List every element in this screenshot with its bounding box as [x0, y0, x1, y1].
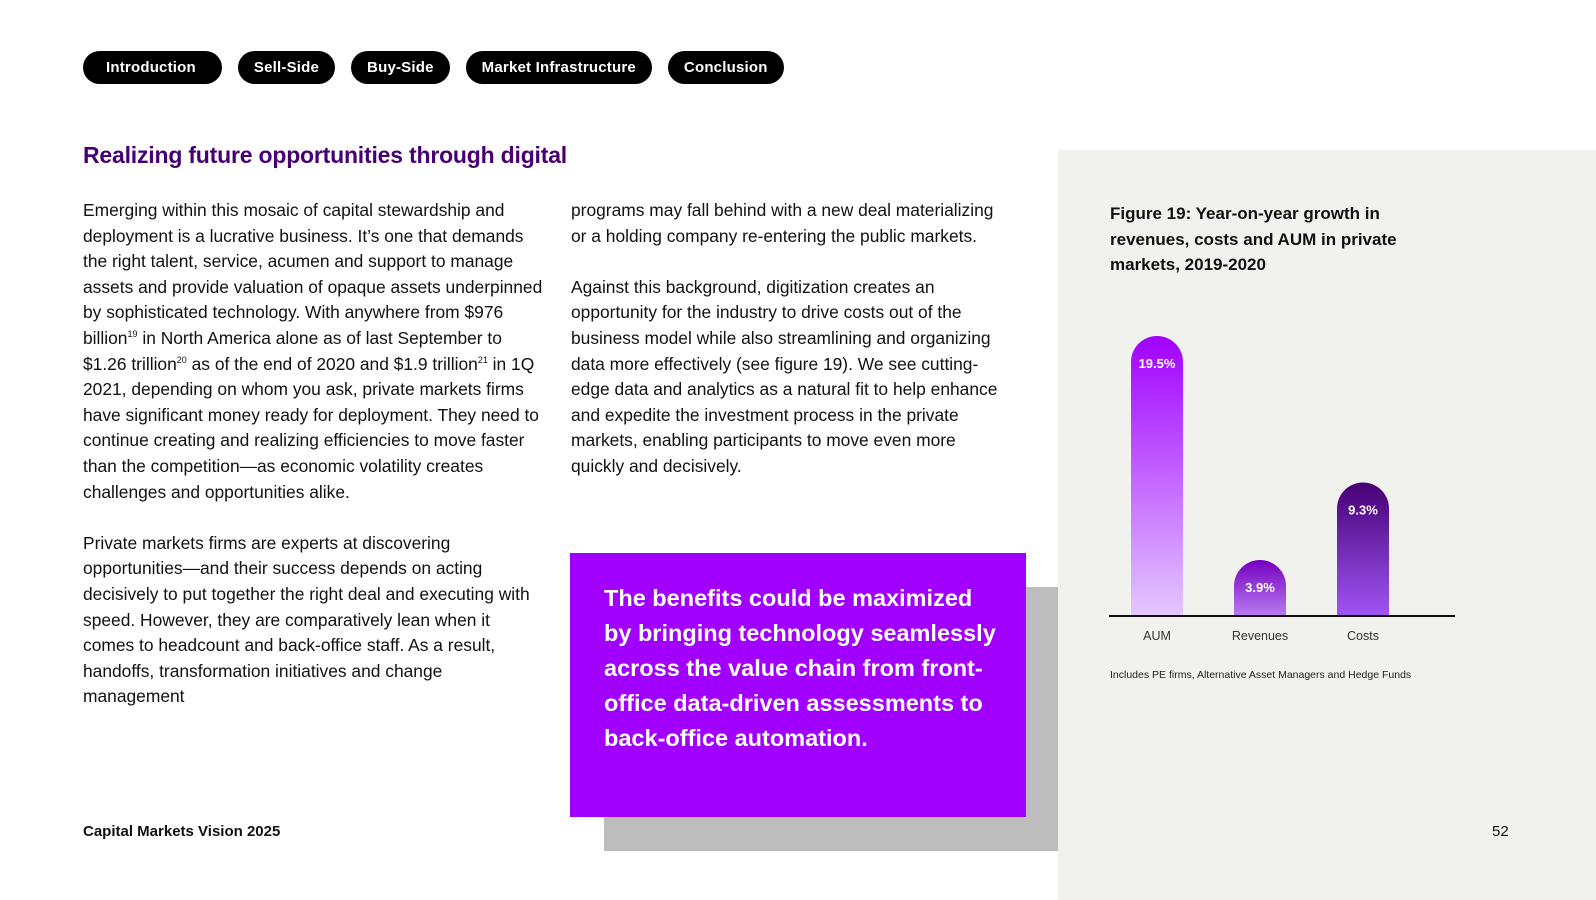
nav-buy-side[interactable]: Buy-Side: [351, 51, 450, 84]
page-heading: Realizing future opportunities through digital: [83, 142, 567, 168]
category-label-aum: AUM: [1143, 629, 1171, 643]
category-label-revenues: Revenues: [1231, 629, 1289, 643]
nav-sell-side[interactable]: Sell-Side: [238, 51, 335, 84]
body-column-2: [571, 198, 1001, 505]
paragraph: programs may fall behind with a new deal materializing or a holding company re-entering the public markets.: [571, 200, 994, 246]
footer-title: Capital Markets Vision 2025: [83, 823, 281, 840]
paragraph: Private markets firms are experts at discovering opportunities—and their success depends on acting decisively to put together the right deal and executing with speed. However, they are comparatively lean when it comes to headcount and back-office staff. As a result, handoffs, transformation initiatives and change management: [83, 532, 530, 707]
bar-chart: [1105, 320, 1465, 650]
nav-introduction[interactable]: Introduction: [83, 51, 222, 84]
paragraph: Against this background, digitization creates an opportunity for the industry to drive costs out of the business model while also streamlining and organizing data more effectively (see figure 19). We see cutting-edge data and analytics as a natural fit to help enhance and expedite the investment process in the private markets, enabling participants to move even more quickly and decisively.: [571, 276, 998, 476]
footnote-ref: 19: [127, 328, 138, 339]
footnote-ref: 21: [477, 354, 488, 365]
page-number: 52: [1492, 823, 1509, 840]
value-label-aum: 19.5%: [1138, 356, 1176, 371]
value-label-costs: 9.3%: [1348, 502, 1378, 518]
callout-text: The benefits could be maximized by bringing technology seamlessly across the value chain from front-office data-driven assessments to back-office automation.: [604, 585, 996, 751]
callout-box: [570, 553, 1026, 817]
paragraph: Emerging within this mosaic of capital stewardship and deployment is a lucrative business. It’s one that demands the right talent, service, acumen and support to manage assets and provide valuation of opaque assets underpinned by sophisticated technology. With anywhere from $976 billion$^{19}$ in North America alone as of last September to $1.26 trillion$^{20}$ as of the end of 2020 and $1.9 trillion$^{21}$ in 1Q 2021, depending on whom you ask, private markets firms have significant money ready for deployment. They need to continue creating and realizing efficiencies to move faster than the competition—as economic volatility creates challenges and opportunities alike.: [83, 200, 543, 502]
figure-note: Includes PE firms, Alternative Asset Managers and Hedge Funds: [1110, 669, 1412, 681]
footnote-ref: 20: [176, 354, 187, 365]
nav-conclusion[interactable]: Conclusion: [668, 51, 784, 84]
value-label-revenues: 3.9%: [1245, 580, 1275, 595]
figure-title: Figure 19: Year-on-year growth in revenues, costs and AUM in private markets, 2019-2020: [1110, 204, 1397, 274]
category-label-costs: Costs: [1347, 629, 1379, 643]
nav-market-infrastructure[interactable]: Market Infrastructure: [466, 51, 652, 84]
bar-aum: [1131, 336, 1183, 616]
body-column-1: [83, 198, 543, 735]
section-nav: [83, 51, 784, 84]
